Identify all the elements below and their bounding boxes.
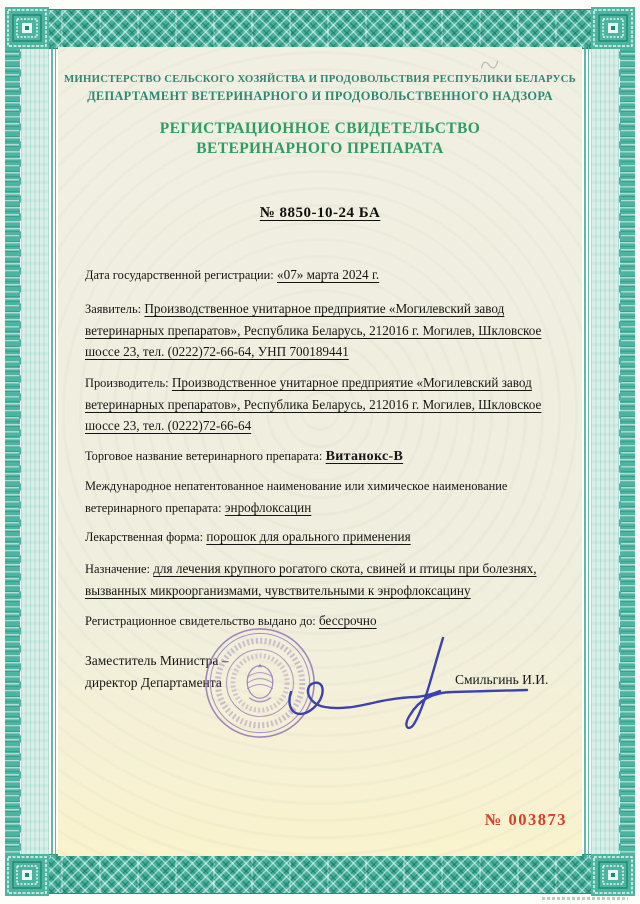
border-corner-top-left: [5, 7, 49, 49]
field-dosage-form: [85, 526, 547, 548]
field-label: Торговое название ветеринарного препарата:: [85, 449, 323, 463]
field-label: Заявитель:: [85, 302, 142, 316]
border-strip-right: [591, 46, 619, 857]
field-label: Регистрационное свидетельство выдано до:: [85, 614, 316, 628]
field-indication: [85, 558, 547, 601]
field-value: энрофлоксацин: [224, 500, 312, 515]
field-inn-name: [85, 475, 547, 519]
field-trade-name: [85, 445, 547, 467]
document-title-line1: РЕГИСТРАЦИОННОЕ СВИДЕТЕЛЬСТВО: [159, 120, 481, 137]
border-corner-top-right: [591, 7, 635, 49]
signer-position-line2: директор Департамента: [85, 675, 222, 690]
border-edge-left: [5, 46, 20, 857]
border-corner-bottom-left: [5, 854, 49, 896]
field-applicant: [85, 298, 547, 362]
field-label: Производитель:: [85, 376, 169, 390]
border-edge-right: [620, 46, 635, 857]
ministry-name: МИНИСТЕРСТВО СЕЛЬСКОГО ХОЗЯЙСТВА И ПРОДОВОЛЬСТВИЯ РЕСПУБЛИКИ БЕЛАРУСЬ: [64, 73, 576, 85]
signature-block: [85, 646, 582, 796]
field-label: Назначение:: [85, 562, 150, 576]
registration-number: № 8850-10-24 БА: [259, 205, 381, 221]
field-manufacturer: [85, 372, 547, 436]
field-value: бессрочно: [319, 613, 377, 628]
serial-number: № 003873: [484, 810, 567, 829]
pencil-mark: [479, 55, 501, 73]
field-value: «07» марта 2024 г.: [277, 267, 380, 282]
field-label: Дата государственной регистрации:: [85, 268, 274, 282]
border-ornament-top: [6, 9, 634, 49]
border-strip-left: [21, 46, 49, 857]
field-label: Лекарственная форма:: [85, 530, 204, 544]
certificate-paper: [58, 47, 582, 856]
field-label: Международное непатентованное наименование или химическое наименование ветеринарного препарата:: [85, 479, 508, 515]
border-ornament-bottom: [6, 854, 634, 894]
border-pinstripe: [55, 46, 57, 857]
border-pinstripe: [584, 46, 586, 857]
department-name: ДЕПАРТАМЕНТ ВЕТЕРИНАРНОГО И ПРОДОВОЛЬСТВЕННОГО НАДЗОРА: [87, 89, 553, 103]
print-imprint: [542, 897, 628, 900]
border-corner-bottom-right: [591, 854, 635, 896]
fields-section: [85, 264, 547, 632]
field-value: Производственное унитарное предприятие «Могилевский завод ветеринарных препаратов», Республика Беларусь, 212016 г. Могилев, Шкловское шоссе 23, тел. (0222)72-66-64, УНП 700189441: [85, 301, 542, 359]
document-title: [58, 119, 582, 159]
field-value: для лечения крупного рогатого скота, свиней и птицы при болезнях, вызванных микроорганизмами, чувствительными к энрофлоксацину: [85, 561, 537, 598]
border-pinstripe: [588, 46, 590, 857]
field-value: порошок для орального применения: [206, 529, 411, 544]
field-value: Витанокс-В: [325, 449, 404, 464]
field-registration-date: [85, 264, 547, 286]
signer-name: Смильгинь И.И.: [455, 672, 549, 687]
field-value: Производственное унитарное предприятие «Могилевский завод ветеринарных препаратов», Республика Беларусь, 212016 г. Могилев, Шкловское шоссе 23, тел. (0222)72-66-64: [85, 375, 542, 433]
border-pinstripe: [51, 46, 53, 857]
document-title-line2: ВЕТЕРИНАРНОГО ПРЕПАРАТА: [196, 140, 444, 157]
signer-position-line1: Заместитель Министра –: [85, 653, 229, 668]
